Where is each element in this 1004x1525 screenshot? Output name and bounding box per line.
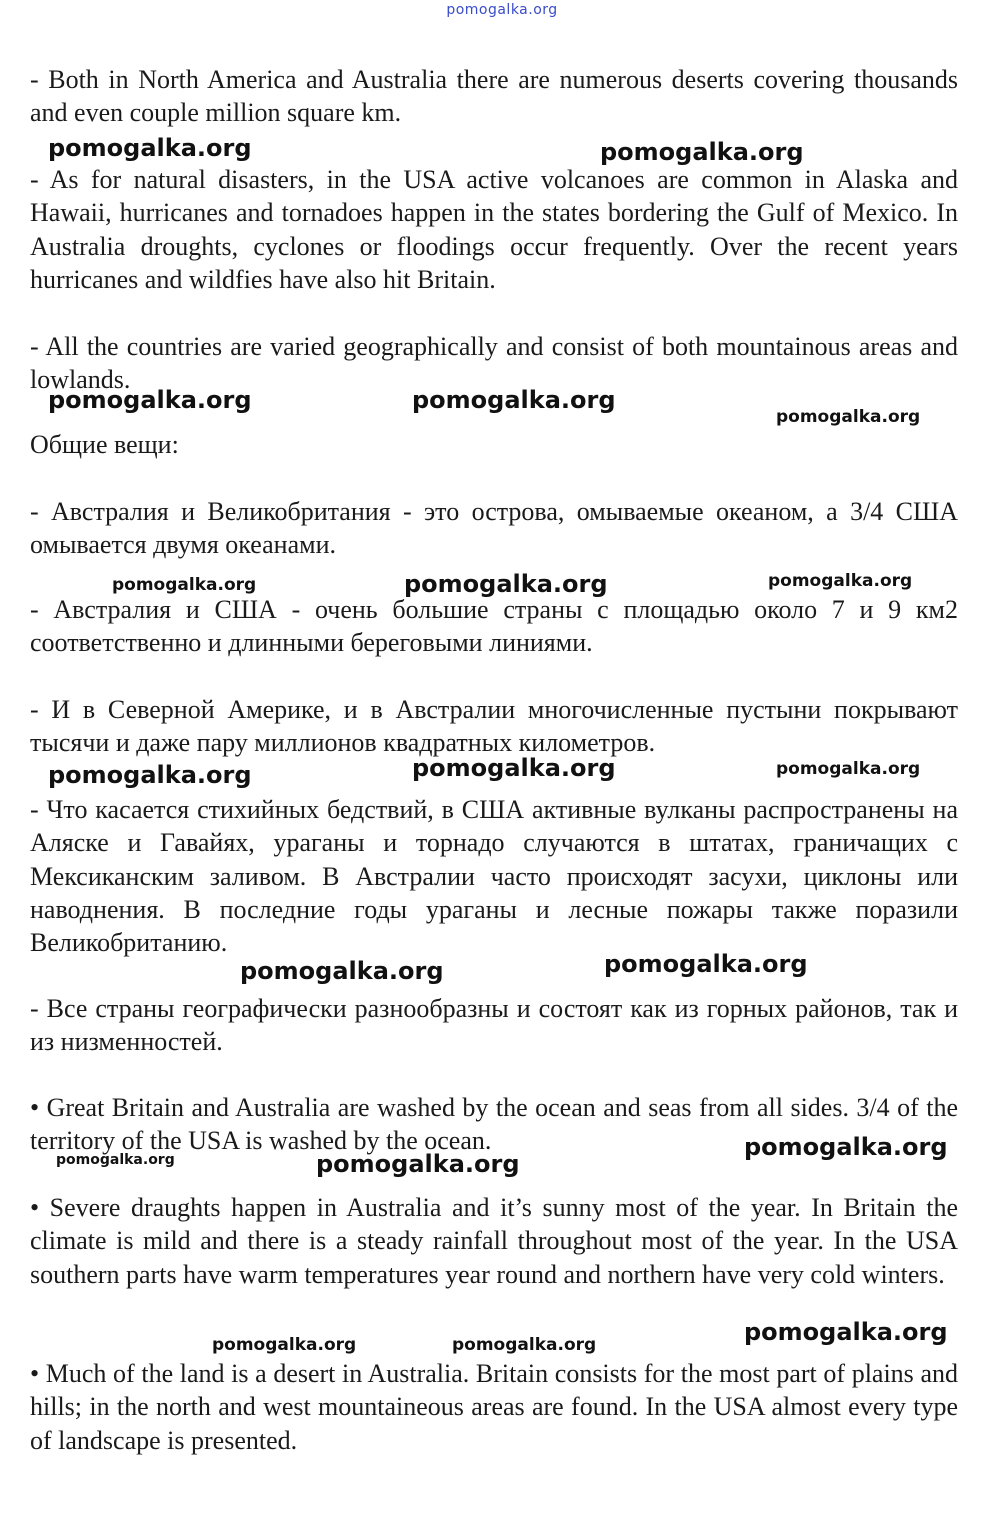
- watermark: pomogalka.org: [48, 386, 252, 414]
- watermark: pomogalka.org: [452, 1335, 597, 1355]
- watermark: pomogalka.org: [604, 950, 808, 978]
- watermark: pomogalka.org: [600, 138, 804, 166]
- paragraph-deserts-ru: - И в Северной Америке, и в Австралии многочисленные пустыни покрывают тысячи и даже пару миллионов квадратных километров.: [30, 695, 958, 758]
- paragraph-disasters-en: - As for natural disasters, in the USA active volcanoes are common in Alaska and Hawaii, hurricanes and tornadoes happen in the states bordering the Gulf of Mexico. In Australia droughts, cyclones or floodings occur frequently. Over the recent years hurricanes and wildfies have also hit Britain.: [30, 165, 958, 294]
- watermark: pomogalka.org: [316, 1150, 520, 1178]
- watermark: pomogalka.org: [240, 957, 444, 985]
- bullet-landscape: • Much of the land is a desert in Australia. Britain consists for the most part of plains and hills; in the north and west mountaineous areas are found. In the USA almost every type of landscape is presented.: [30, 1359, 958, 1455]
- bullet-washed: • Great Britain and Australia are washed by the ocean and seas from all sides. 3/4 of the territory of the USA is washed by the ocean.: [30, 1093, 958, 1156]
- watermark: pomogalka.org: [776, 759, 921, 779]
- watermark: pomogalka.org: [776, 407, 921, 427]
- paragraph-geography-en: - All the countries are varied geographically and consist of both mountainous areas and lowlands.: [30, 332, 958, 395]
- watermark: pomogalka.org: [404, 570, 608, 598]
- watermark: pomogalka.org: [212, 1335, 357, 1355]
- watermark: pomogalka.org: [412, 386, 616, 414]
- paragraph-disasters-ru: - Что касается стихийных бедствий, в США активные вулканы распространены на Аляске и Гавайях, ураганы и торнадо случаются в штатах, граничащих с Мексиканским заливом. В Австралии часто происходят засухи, циклоны или наводнения. В последние годы ураганы и лесные пожары также поразили Великобританию.: [30, 795, 958, 958]
- bullet-climate: • Severe draughts happen in Australia and it’s sunny most of the year. In Britain the climate is mild and there is a steady rainfall throughout most of the year. In the USA southern parts have warm temperatures year round and northern have very cold winters.: [30, 1193, 958, 1289]
- watermark: pomogalka.org: [48, 761, 252, 789]
- paragraph-size-ru: - Австралия и США - очень большие страны с площадью около 7 и 9 км2 соответственно и длинными береговыми линиями.: [30, 595, 958, 658]
- watermark: pomogalka.org: [744, 1318, 948, 1346]
- paragraph-islands-ru: - Австралия и Великобритания - это острова, омываемые океаном, а 3/4 США омывается двумя океанами.: [30, 497, 958, 560]
- watermark: pomogalka.org: [412, 754, 616, 782]
- watermark: pomogalka.org: [768, 571, 913, 591]
- paragraph-geography-ru: - Все страны географически разнообразны и состоят как из горных районов, так и из низменностей.: [30, 994, 958, 1057]
- header-watermark: pomogalka.org: [446, 2, 558, 18]
- watermark: pomogalka.org: [56, 1152, 175, 1168]
- watermark: pomogalka.org: [744, 1133, 948, 1161]
- watermark: pomogalka.org: [48, 134, 252, 162]
- watermark: pomogalka.org: [112, 575, 257, 595]
- paragraph-common-heading: Общие вещи:: [30, 430, 179, 459]
- paragraph-deserts-en: - Both in North America and Australia there are numerous deserts covering thousands and even couple million square km.: [30, 65, 958, 128]
